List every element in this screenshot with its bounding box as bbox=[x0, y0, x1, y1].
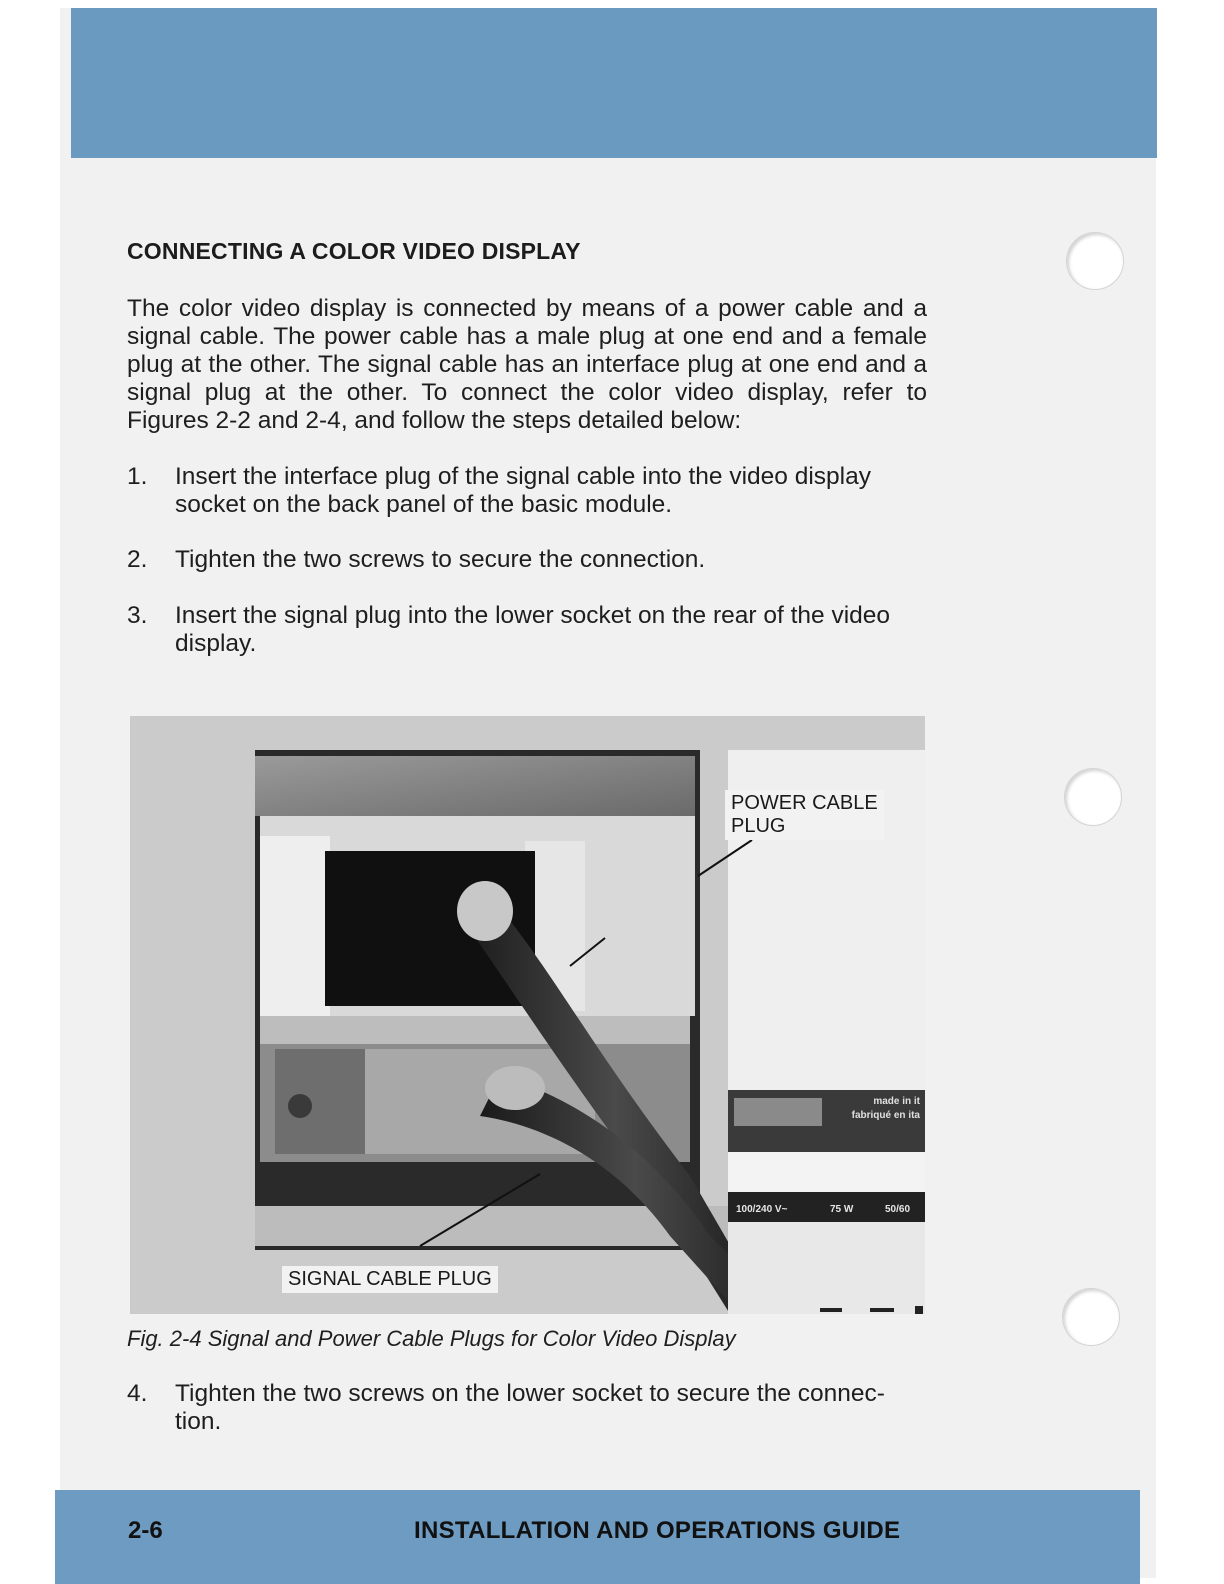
page-number: 2-6 bbox=[128, 1517, 163, 1544]
step-text: Tighten the two screws to secure the connection. bbox=[175, 546, 706, 573]
section-heading: CONNECTING A COLOR VIDEO DISPLAY bbox=[127, 238, 581, 264]
step-number: 3. bbox=[127, 602, 148, 629]
plate-voltage: 100/240 V~ bbox=[736, 1204, 788, 1215]
step-number: 2. bbox=[127, 546, 148, 573]
plate-fabrique: fabriqué en ita bbox=[851, 1110, 920, 1121]
binder-hole bbox=[1064, 768, 1122, 826]
power-cable-label bbox=[725, 790, 884, 840]
power-cable-label-line2: PLUG bbox=[731, 815, 786, 837]
plate-power: 75 W bbox=[830, 1204, 854, 1215]
plate-made-in: made in it bbox=[873, 1096, 920, 1107]
binder-hole bbox=[1062, 1288, 1120, 1346]
step-number: 4. bbox=[127, 1380, 148, 1407]
power-cable-label-line1: POWER CABLE bbox=[731, 792, 878, 814]
signal-cable-label: SIGNAL CABLE PLUG bbox=[282, 1266, 498, 1293]
step-text: Tighten the two screws on the lower socket to secure the connec-tion. bbox=[175, 1380, 885, 1435]
step-text: Insert the signal plug into the lower socket on the rear of the video display. bbox=[175, 602, 891, 657]
figure-photo bbox=[130, 716, 925, 1314]
binder-hole bbox=[1066, 232, 1124, 290]
step-number: 1. bbox=[127, 463, 148, 490]
figure-caption: Fig. 2-4 Signal and Power Cable Plugs for Color Video Display bbox=[127, 1326, 736, 1351]
footer-title: INSTALLATION AND OPERATIONS GUIDE bbox=[414, 1517, 901, 1544]
step-text: Insert the interface plug of the signal cable into the video display socket on the back panel of the basic module. bbox=[175, 463, 871, 518]
header-band bbox=[71, 8, 1157, 158]
plate-frequency: 50/60 bbox=[885, 1204, 911, 1215]
intro-paragraph: The color video display is connected by means of a power cable and a signal cable. The power cable has a male plug at one end and a female plug at the other. The signal cable has an interface plug at one end and a signal plug at the other. To connect the color video display, refer to Figures 2-2 and 2-4, and follow the steps detailed below: bbox=[127, 295, 927, 434]
